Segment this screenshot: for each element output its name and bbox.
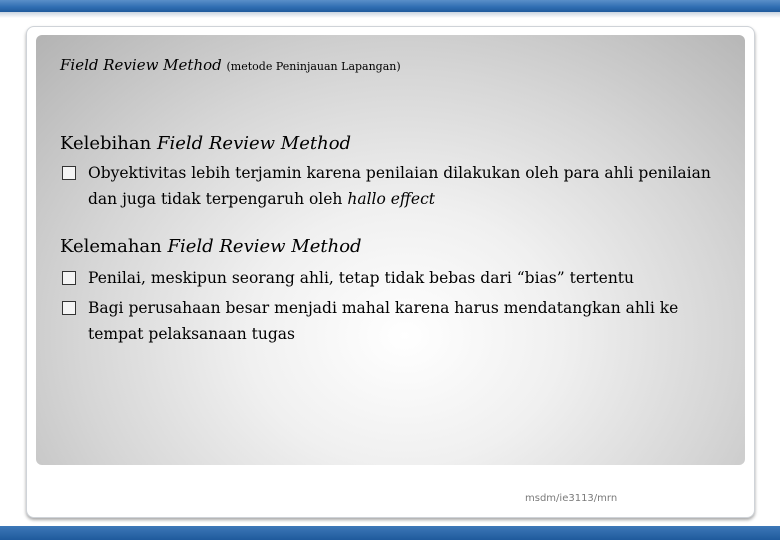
bottom-accent-stripe (0, 526, 780, 540)
advantages-heading (60, 133, 351, 154)
slide-footer: msdm/ie3113/mrn (525, 493, 618, 504)
advantages-heading-prefix: Kelebihan (60, 133, 152, 154)
disadvantages-heading-prefix: Kelemahan (60, 236, 162, 257)
bullet-box-icon (62, 301, 76, 315)
advantages-heading-method: Field Review Method (156, 133, 352, 154)
bullet-box-icon (62, 271, 76, 285)
top-accent-stripe (0, 0, 780, 12)
advantage-item (62, 160, 732, 212)
advantage-text: Obyektivitas lebih terjamin karena penilaian dilakukan oleh para ahli penilaian dan juga tidak terpengaruh oleh (88, 164, 711, 208)
disadvantages-heading-method: Field Review Method (167, 236, 362, 257)
disadvantages-heading (60, 236, 362, 257)
slide-title-main: Field Review Method (60, 56, 222, 74)
disadvantage-text: Bagi perusahaan besar menjadi mahal karena harus mendatangkan ahli ke tempat pelaksanaan tugas (88, 299, 679, 343)
disadvantage-item (62, 295, 732, 347)
slide-title (60, 56, 401, 74)
disadvantage-text: Penilai, meskipun seorang ahli, tetap tidak bebas dari “bias” tertentu (88, 269, 635, 287)
disadvantage-item (62, 265, 732, 291)
top-stripe-shadow (0, 12, 780, 18)
slide-title-subtitle: (metode Peninjauan Lapangan) (226, 60, 401, 73)
advantage-text-italic: hallo effect (347, 190, 435, 208)
bullet-box-icon (62, 166, 76, 180)
